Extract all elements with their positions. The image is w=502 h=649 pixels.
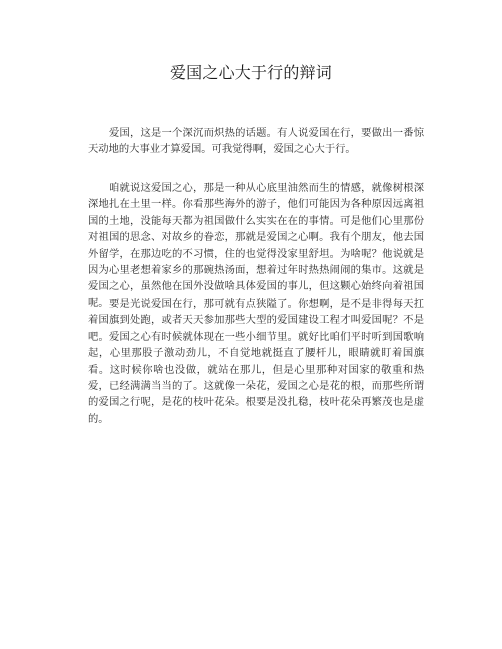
paragraph-3: 要是光说爱国在行，那可就有点狭隘了。你想啊，是不是非得每天扛着国旗到处跑，或者天天参加那些大型的爱国建设工程才叫爱国呢？不是吧。爱国之心有时候就体现在一些小细节里。就好比咱们平时听到国歌响起，心里那股子激动劲儿，不自觉地就挺直了腰杆儿，眼睛就盯着国旗看。这时候你啥也没做，就站在那儿，但是心里那种对国家的敬重和热爱，已经满满当当的了。这就像一朵花，爱国之心是花的根，而那些所谓的爱国之行呢，是花的枝叶花朵。根要是没扎稳，枝叶花朵再繁茂也是虚的。	[88, 298, 424, 425]
paragraph-2: 咱就说这爱国之心，那是一种从心底里油然而生的情感，就像树根深深地扎在土里一样。你看那些海外的游子，他们可能因为各种原因远离祖国的土地，没能每天都为祖国做什么实实在在的事情。可是他们心里那份对祖国的思念、对故乡的眷恋，那就是爱国之心啊。我有个朋友，他去国外留学，在那边吃的不习惯，住的也觉得没家里舒坦。为啥呢？他说就是因为心里老想着家乡的那碗热汤面，想着过年时热热闹闹的集市。这就是爱国之心，虽然他在国外没做啥具体爱国的事儿，但这颗心始终向着祖国呢。	[88, 182, 424, 309]
document-title: 爱国之心大于行的辩词	[169, 63, 332, 82]
paragraph-1: 爱国，这是一个深沉而炽热的话题。有人说爱国在行，要做出一番惊天动地的大事业才算爱国。可我觉得啊，爱国之心大于行。	[88, 127, 424, 156]
